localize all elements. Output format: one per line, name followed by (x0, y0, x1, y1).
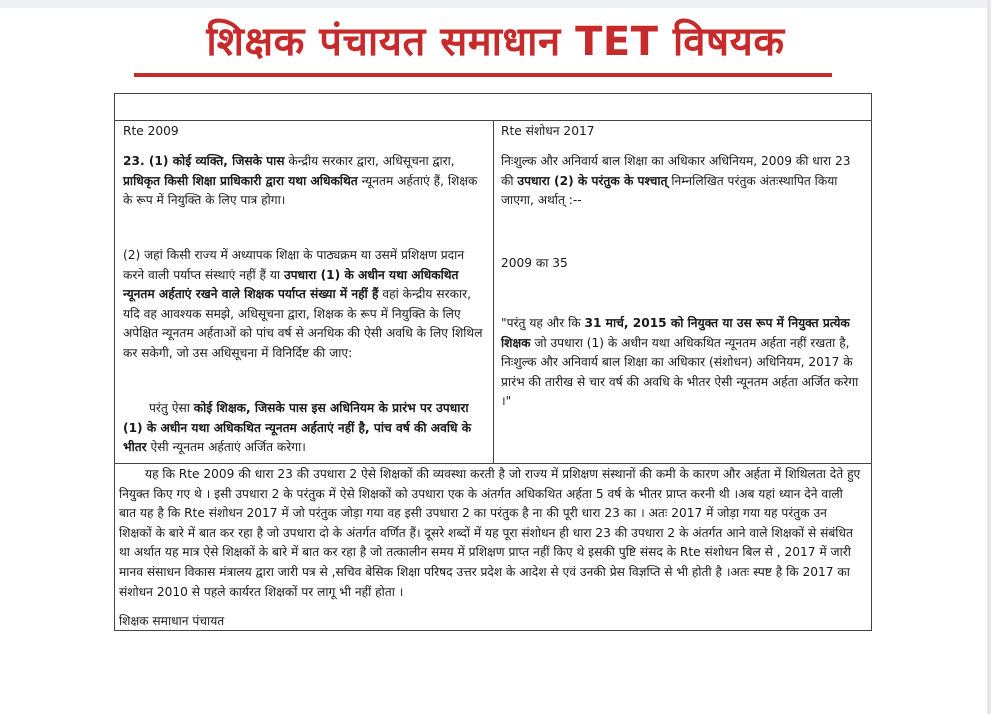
left-para-3-text-a: परंतु ऐसा (149, 401, 194, 415)
column-divider (493, 120, 494, 463)
right-para-1-text-a: निःशुल्क और अनिवार्य बाल शिक्षा का अधिकार अधिनियम, 2009 की धारा 23 की (501, 154, 851, 188)
right-para-1 (501, 152, 863, 211)
right-edge-shade (987, 0, 991, 714)
row-divider (115, 463, 871, 464)
left-para-1-bold-a: 23. (1) कोई व्यक्ति, जिसके पास (123, 154, 285, 168)
right-column-header: Rte संशोधन 2017 (501, 124, 595, 138)
left-para-1 (123, 152, 485, 211)
left-para-2-bold: उपधारा (1) के अधीन यथा अधिकथित न्यूनतम अर्हताएं रखने वाले शिक्षक पर्याप्त संख्या में नहीं हैं (123, 267, 459, 301)
right-para-3-text-b: जो उपधारा (1) के अधीन यथा अधिकथित न्यूनतम अर्हता नहीं रखता है, निःशुल्क और अनिवार्य बाल शिक्षा का अधिकार (संशोधन) अधिनियम, 2017 के प्रारंभ की तारीख से चार वर्ष की अवधि के भीतर ऐसी न्यूनतम अर्हता अर्जित करेगा ।" (501, 335, 859, 408)
right-para-3 (501, 314, 863, 412)
document-table (114, 93, 872, 631)
left-column-header: Rte 2009 (123, 124, 179, 138)
left-para-2-text-a: (2) जहां किसी राज्य में अध्यापक शिक्षा के पाठ्यक्रम या उसमें प्रशिक्षण प्रदान करने वाली पर्याप्त संस्थाएं नहीं हैं या (123, 248, 465, 282)
commentary-text: यह कि Rte 2009 की धारा 23 की उपधारा 2 ऐसे शिक्षकों की व्यवस्था करती है जो राज्य में प्रशिक्षण संस्थानों की कमी के कारण और अर्हता में शिथिलता देते हुए नियुक्त किए गए थे । इसी उपधारा 2 के परंतुक में ऐसे शिक्षकों को उपधारा एक के अंतर्गत अधिकथित अर्हता 5 वर्ष के भीतर प्राप्त करनी थी ।अब यहां ध्यान देने वाली बात यह है कि Rte संशोधन 2017 में जो परंतुक जोड़ा गया वह इसी उपधारा 2 का परंतुक है ना की पूरी धारा 23 का । अतः 2017 में जोड़ा गया यह परंतुक उन शिक्षकों के बारे में बात कर रहा है जो उपधारा दो के अंतर्गत वर्णित हैं। दूसरे शब्दों में यह पूरा संशोधन ही धारा 23 की उपधारा 2 के अंतर्गत आने वाले शिक्षकों से संबंधित था अर्थात यह मात्र ऐसे शिक्षकों के बारे में बात कर रहा है जो तत्कालीन समय में प्रशिक्षण प्राप्त नहीं किए थे इसकी पुष्टि संसद के Rte संशोधन बिल से , 2017 में जारी मानव संसाधन विकास मंत्रालय द्वारा जारी पत्र से ,सचिव बेसिक शिक्षा परिषद उत्तर प्रदेश के आदेश से एवं उनकी प्रेस विज्ञप्ति से भी होती है ।अतः स्पष्ट है कि 2017 का संशोधन 2010 से पहले कार्यरत शिक्षकों पर लागू भी नहीं होता । (119, 467, 861, 599)
left-para-2 (123, 246, 485, 363)
right-para-1-bold: उपधारा (2) के परंतुक के पश्चात् (517, 173, 668, 188)
page-title: शिक्षक पंचायत समाधान TET विषयक (206, 19, 785, 65)
signature: शिक्षक समाधान पंचायत (119, 614, 225, 628)
left-para-2-text-b: वहां केन्द्रीय सरकार, यदि वह आवश्यक समझे, अधिसूचना द्वारा, शिक्षक के रूप में नियुक्ति के लिए अपेक्षित न्यूनतम अर्हताओं को पांच वर्ष से अनधिक की ऐसी अवधि के लिए शिथिल कर सकेगी, जो उस अधिसूचना में विनिर्दिष्ट की जाए: (123, 287, 483, 360)
empty-header-row (115, 94, 871, 121)
commentary-paragraph (119, 465, 863, 602)
top-strip (0, 0, 991, 8)
left-para-3-bold: कोई शिक्षक, जिसके पास इस अधिनियम के प्रारंभ पर उपधारा (1) के अधीन यथा अधिकथित न्यूनतम अर्हताएं नहीं है, पांच वर्ष की अवधि के भीतर (123, 401, 472, 454)
left-para-1-text-a: केन्द्रीय सरकार द्वारा, अधिसूचना द्वारा, (284, 154, 455, 168)
left-para-3 (123, 399, 485, 458)
title-underline (134, 73, 832, 77)
left-para-1-bold-b: प्राधिकृत किसी शिक्षा प्राधिकारी द्वारा यथा अधिकथित (123, 173, 358, 188)
left-para-3-text-b: ऐसी न्यूनतम अर्हताएं अर्जित करेगा। (146, 440, 306, 454)
right-para-3-bold: 31 मार्च, 2015 को नियुक्त या उस रूप में नियुक्त प्रत्येक शिक्षक (501, 316, 850, 350)
right-para-1-text-b: निम्नलिखित परंतुक अंतःस्थापित किया जाएगा, अर्थात् :-- (501, 173, 838, 207)
right-para-3-text-a: "परंतु यह और कि (501, 316, 585, 330)
right-para-2: 2009 का 35 (501, 256, 568, 270)
left-para-1-text-b: न्यूनतम अर्हताएं हैं, शिक्षक के रूप में नियुक्ति के लिए पात्र होगा। (123, 173, 478, 207)
